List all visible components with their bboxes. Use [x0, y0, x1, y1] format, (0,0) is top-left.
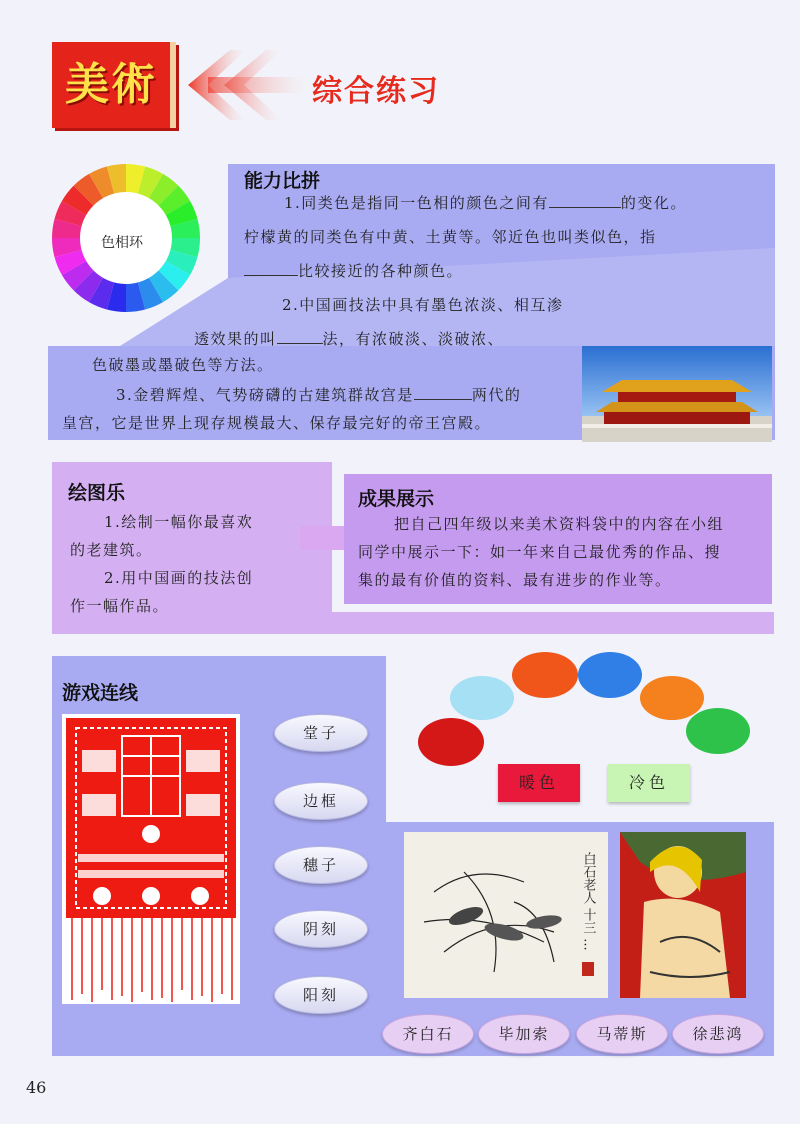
q1-blank-2[interactable] [244, 259, 298, 276]
page-number: 46 [26, 1078, 47, 1097]
drawing-item2-line2: 作一幅作品。 [70, 597, 170, 615]
portrait-painting [620, 832, 746, 998]
q1-line2: 柠檬黄的同类色有中黄、土黄等。邻近色也叫类似色，指 [244, 228, 657, 246]
warm-color-box[interactable]: 暖色 [498, 764, 580, 802]
shrimp-painting [404, 832, 608, 998]
match-oval-1[interactable]: 堂子 [274, 714, 368, 752]
artist-1[interactable]: 齐白石 [382, 1014, 474, 1054]
color-blob-green [686, 708, 750, 754]
q1-blank-1[interactable] [549, 191, 621, 208]
showcase-line1: 把自己四年级以来美术资料袋中的内容在小组 [394, 515, 725, 533]
q2-text-b: 法，有浓破淡、淡破浓、 [322, 330, 505, 348]
q1-line3 [244, 254, 463, 288]
showcase-line2: 同学中展示一下：如一年来自己最优秀的作品、搜 [358, 543, 722, 561]
subject-label: 美術 [65, 59, 157, 110]
showcase-title: 成果展示 [358, 488, 435, 510]
match-oval-2[interactable]: 边框 [274, 782, 368, 820]
forbidden-city-photo [582, 346, 772, 442]
artist-3[interactable]: 马蒂斯 [576, 1014, 668, 1054]
q3-blank[interactable] [414, 383, 472, 400]
q2-line1: 2.中国画技法中具有墨色浓淡、相互渗 [282, 296, 564, 314]
match-oval-4[interactable]: 阴刻 [274, 910, 368, 948]
drawing-item1-line2: 的老建筑。 [70, 541, 153, 559]
q3-text-b: 两代的 [471, 386, 522, 404]
color-blob-lightorange [640, 676, 704, 720]
showcase-line3: 集的最有价值的资料、最有进步的作业等。 [358, 571, 672, 589]
color-blob-orange [512, 652, 578, 698]
q2-blank[interactable] [277, 327, 323, 344]
match-oval-5[interactable]: 阳刻 [274, 976, 368, 1014]
color-blob-red [418, 718, 484, 766]
painting-inscription: 白石老人 十三 ... [580, 852, 596, 951]
page-title: 综合练习 [312, 74, 440, 109]
ability-title: 能力比拼 [244, 170, 321, 192]
color-blob-lightblue [450, 676, 514, 720]
drawing-item2-line1: 2.用中国画的技法创 [104, 569, 254, 587]
paper-cut-image [62, 714, 240, 1004]
q1-text-a: 1.同类色是指同一色相的颜色之间有 [284, 194, 549, 212]
q3-line2: 皇宫，它是世界上现存规模最大、保存最完好的帝王宫殿。 [62, 414, 492, 432]
q2-text-a: 透效果的叫 [194, 330, 277, 348]
color-wheel-label: 色相环 [101, 235, 143, 251]
color-blob-blue [578, 652, 642, 698]
q1-line3-text: 比较接近的各种颜色。 [298, 262, 464, 280]
drawing-item1-line1: 1.绘制一幅你最喜欢 [104, 513, 254, 531]
cool-color-box[interactable]: 冷色 [608, 764, 690, 802]
q1-text-b: 的变化。 [620, 194, 687, 212]
q1-line1 [284, 186, 687, 220]
drawing-title: 绘图乐 [68, 482, 126, 504]
match-oval-3[interactable]: 穗子 [274, 846, 368, 884]
q3-text-a: 3.金碧辉煌、气势磅礴的古建筑群故宫是 [116, 386, 414, 404]
artist-4[interactable]: 徐悲鸿 [672, 1014, 764, 1054]
artist-2[interactable]: 毕加索 [478, 1014, 570, 1054]
q2-line3: 色破墨或墨破色等方法。 [92, 356, 274, 374]
game-title: 游戏连线 [62, 682, 139, 704]
